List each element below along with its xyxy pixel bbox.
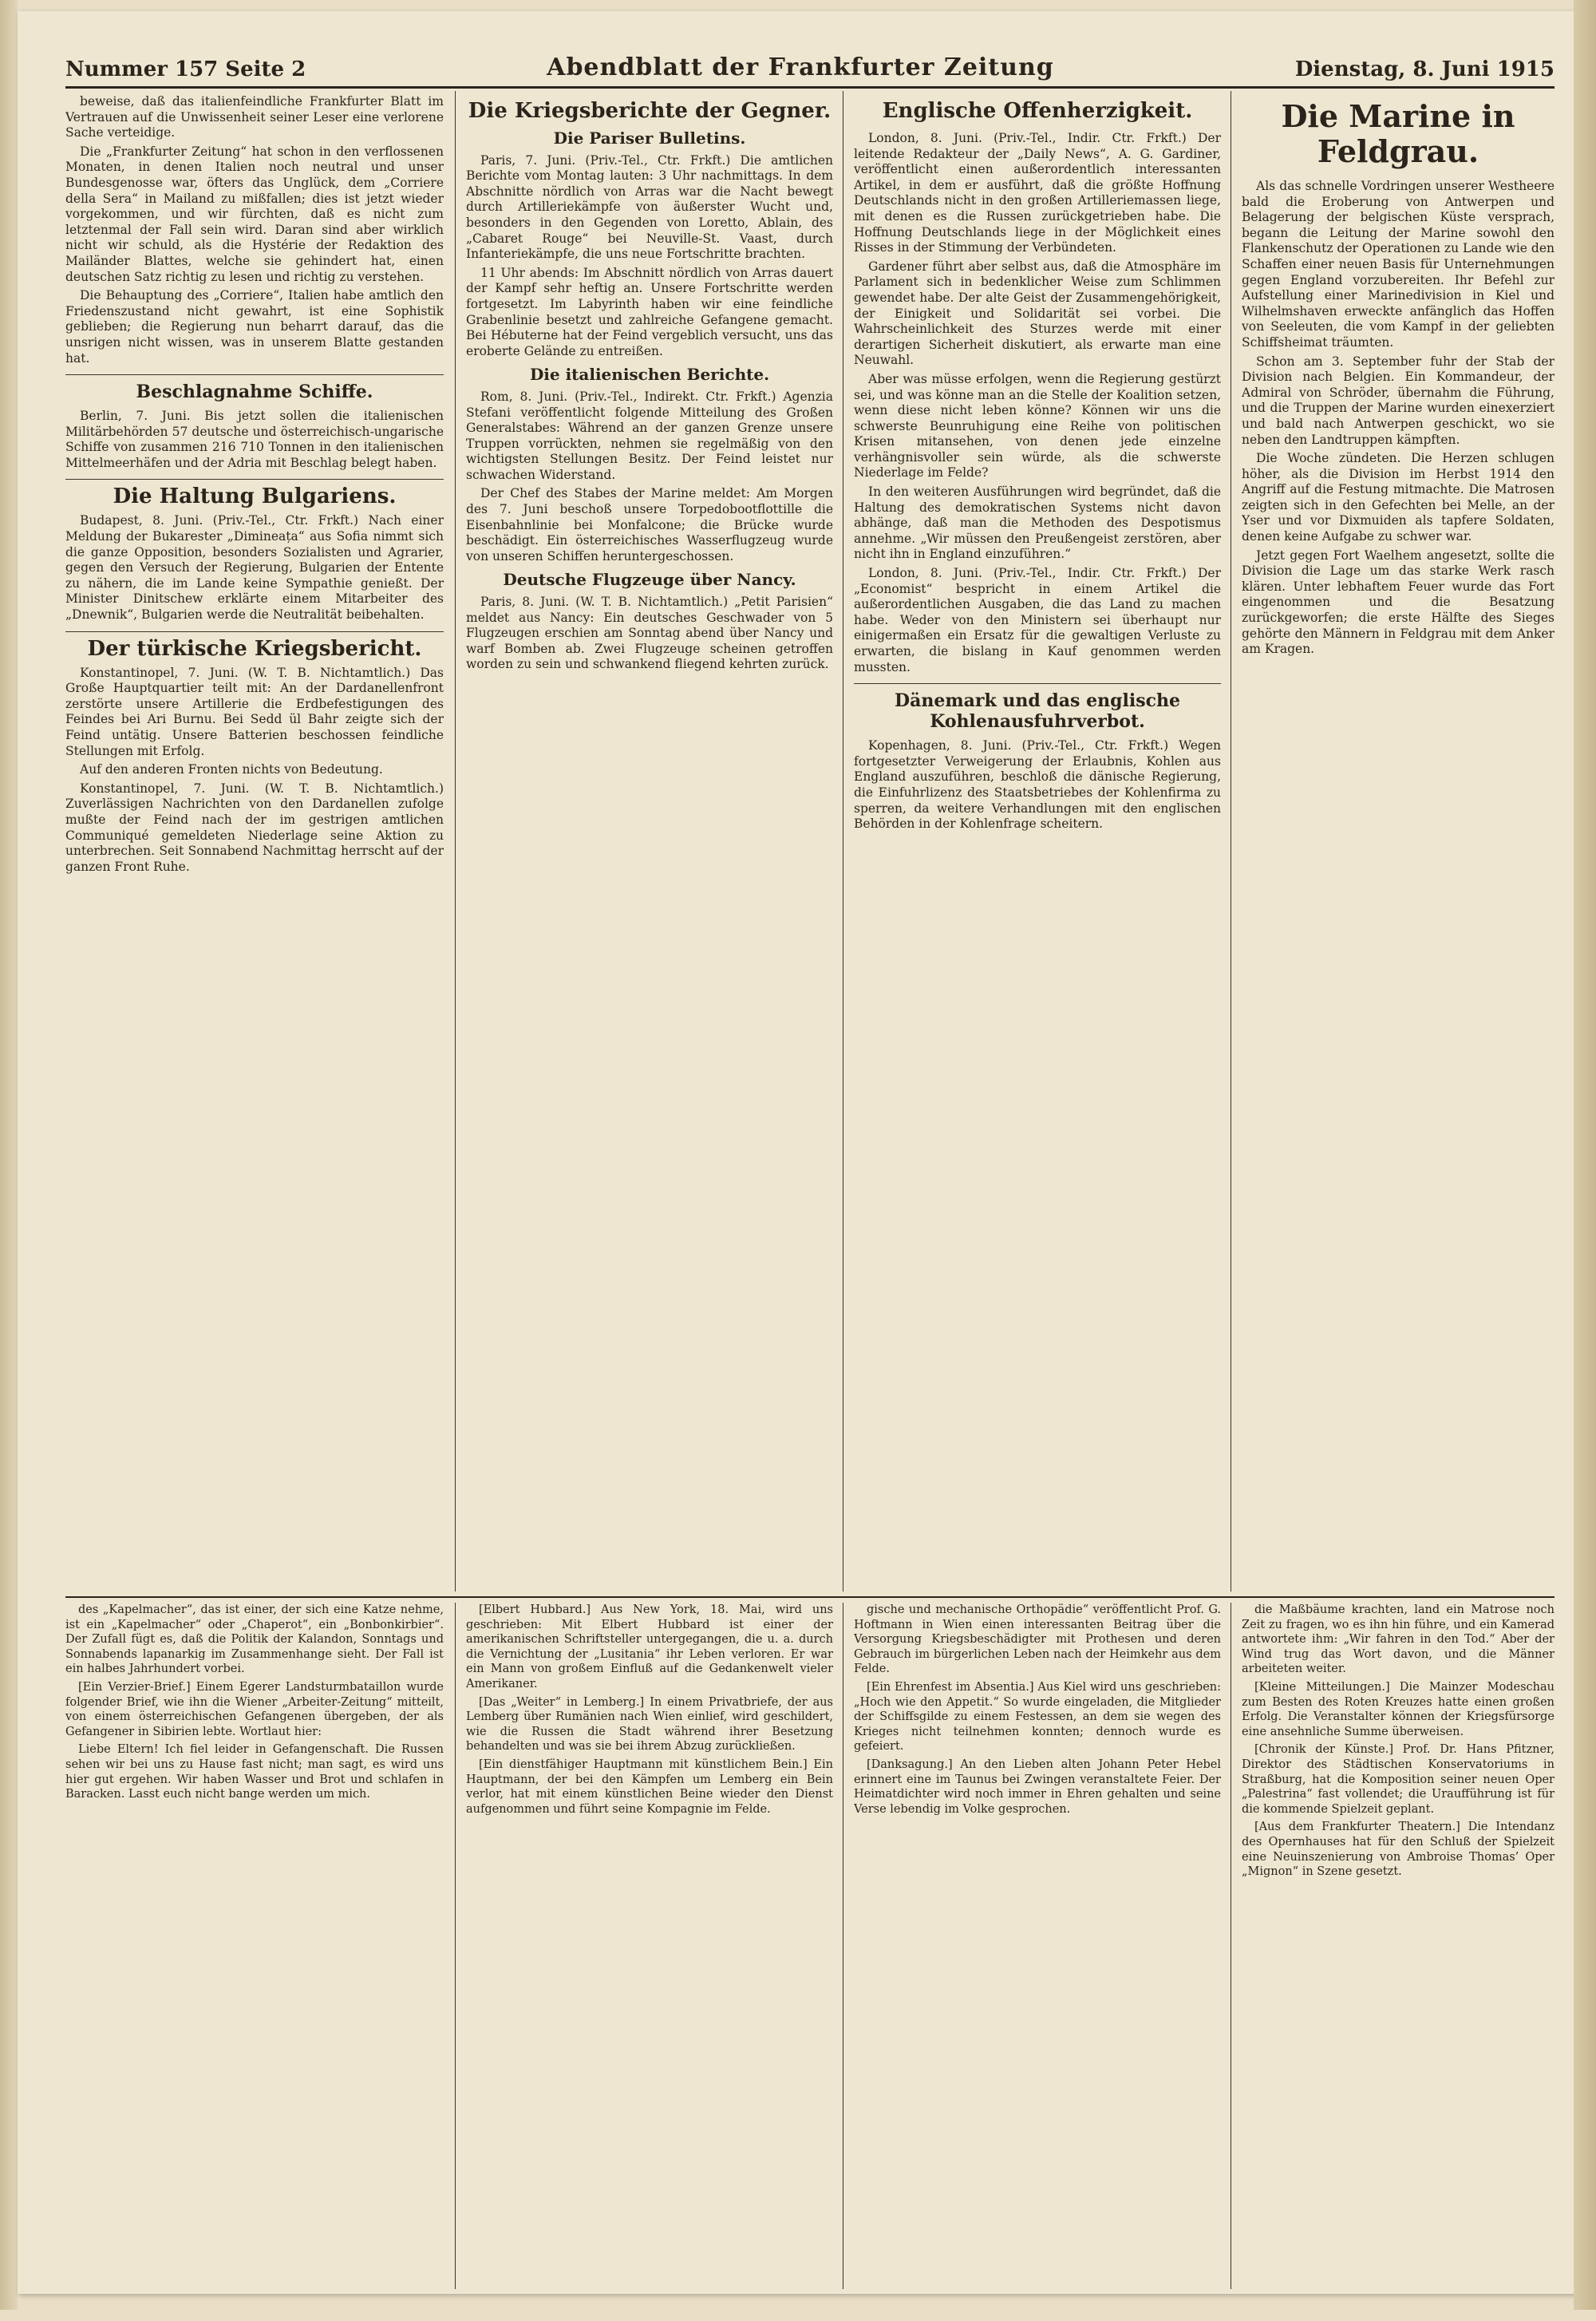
feuilleton-column-2 [466, 1603, 833, 2289]
paragraph: Konstantinopel, 7. Juni. (W. T. B. Nichtamtlich.) Zuverlässigen Nachrichten von den Dardanellen zufolge mußte der Feind nach der im gestrigen amtlichen Communiqué gemeldeten Niederlage seine Aktion zu unterbrechen. Seit Sonnabend Nachmittag herrscht auf der ganzen Front Ruhe. [65, 781, 444, 874]
column-rule [455, 91, 456, 1591]
article-subheading: Deutsche Flugzeuge über Nancy. [503, 570, 796, 590]
section-heading: Die Haltung Bulgariens. [65, 479, 444, 507]
paragraph: [Ein Verzier-Brief.] Einem Egerer Landsturmbataillon wurde folgender Brief, wie ihn die Wiener „Arbeiter-Zeitung“ mitteilt, von einem österreichischen Gefangenen übergeben, der als Gefangener in Sibirien lebte. Wortlaut hier: [65, 1680, 444, 1738]
page-edge [1574, 0, 1596, 2310]
paragraph: [Das „Weiter“ in Lemberg.] In einem Privatbriefe, der aus Lemberg über Rumänien nach Wien einlief, wird geschildert, wie die Russen die Stadt während ihrer Besetzung behandelten und was sie bei ihrem Abzug zurückließen. [466, 1695, 833, 1754]
paragraph: die Maßbäume krachten, land ein Matrose noch Zeit zu fragen, wo es ihn hin führe, und ein Kamerad antwortete ihm: „Wir fahren in den Tod.“ Aber der Wind trug das Wort davon, und die Männer arbeiteten weiter. [1242, 1603, 1555, 1676]
feuilleton-column-3 [854, 1603, 1221, 2289]
paragraph: In den weiteren Ausführungen wird begründet, daß die Haltung des demokratischen Systems nicht davon abhänge, daß man die Methoden des Despotismus annehme. „Wir müssen den Preußengeist zerstören, aber nicht ihn in England einzuführen.“ [854, 484, 1221, 562]
section-heading: Beschlagnahme Schiffe. [65, 374, 444, 402]
column-2 [466, 94, 833, 1595]
article-subheading: Die Pariser Bulletins. [553, 129, 746, 148]
paragraph: Der Chef des Stabes der Marine meldet: Am Morgen des 7. Juni beschoß unsere Torpedobootflottille die Eisenbahnlinie bei Monfalcone; die Brücke wurde beschädigt. Ein österreichisches Wasserflugzeug wurde von unseren Schiffen heruntergeschossen. [466, 486, 833, 563]
paragraph: Paris, 8. Juni. (W. T. B. Nichtamtlich.) „Petit Parisien“ meldet aus Nancy: Ein deutsches Geschwader von 5 Flugzeugen erschien am Sonntag abend über Nancy und warf Bomben ab. Zwei Flugzeuge scheinen getroffen worden zu sein und schwankend fliegend kehrten zurück. [466, 595, 833, 672]
paragraph: Paris, 7. Juni. (Priv.-Tel., Ctr. Frkft.) Die amtlichen Berichte vom Montag lauten: 3 Uhr nachmittags. In dem Abschnitte nördlich von Arras war die Nacht bewegt durch Artilleriekämpfe von äußerster Wucht und, besonders in den Gegenden von Loretto, Ablain, des „Cabaret Rouge“ bei Neuville-St. Vaast, durch Infanteriekämpfe, die uns neue Fortschritte brachten. [466, 152, 833, 262]
paragraph: Auf den anderen Fronten nichts von Bedeutung. [80, 762, 383, 777]
paragraph: Kopenhagen, 8. Juni. (Priv.-Tel., Ctr. Frkft.) Wegen fortgesetzter Verweigerung der Erlaubnis, Kohlen aus England auszuführen, beschloß die dänische Regierung, die Einfuhrlizenz des Staatsbetriebes der Kohlenfirma zu sperren, da weitere Verhandlungen mit den englischen Behörden in der Kohlenfrage scheitern. [854, 738, 1221, 832]
paragraph: Gardener führt aber selbst aus, daß die Atmosphäre im Parlament sich in bedenklicher Weise zum Schlimmen gewendet habe. Der alte Geist der Zusammengehörigkeit, der Einigkeit und Solidarität sei vorbei. Die Wahrscheinlichkeit des Sturzes werde mit einer derartigen Sicherheit diskutiert, als erwarte man eine Neuwahl. [854, 259, 1221, 368]
feuilleton-column-4 [1242, 1603, 1555, 2289]
column-rule [455, 1603, 456, 2289]
paragraph: [Ein Ehrenfest im Absentia.] Aus Kiel wird uns geschrieben: „Hoch wie den Appetit.“ So wurde eingeladen, die Mitglieder der Schiffsgilde zu einem Festessen, an dem sie wegen des Krieges nicht teilnehmen konnten; dennoch wurde es gefeiert. [854, 1680, 1221, 1754]
paragraph: [Kleine Mitteilungen.] Die Mainzer Modeschau zum Besten des Roten Kreuzes hatte einen großen Erfolg. Die Veranstalter können der Kriegsfürsorge eine ansehnliche Summe überweisen. [1242, 1680, 1555, 1738]
paragraph: Die Behauptung des „Corriere“, Italien habe amtlich den Friedenszustand nicht gewahrt, ist eine Sophistik geblieben; die Regierung nun beharrt darauf, das die unsrigen nicht wissen, was in unserem Blatte gestanden hat. [65, 288, 444, 366]
paragraph: [Danksagung.] An den Lieben alten Johann Peter Hebel erinnert eine im Taunus bei Zwingen veranstaltete Feier. Der Heimatdichter wird noch immer in Ehren gehalten und seine Verse lebendig im Volke gesprochen. [854, 1758, 1221, 1816]
column-4 [1242, 94, 1555, 1595]
section-heading: Der türkische Kriegsbericht. [65, 631, 444, 659]
section-heading: Dänemark und das englische Kohlenausfuhrverbot. [854, 683, 1221, 732]
issue-date: Dienstag, 8. Juni 1915 [1294, 57, 1555, 81]
paragraph: Berlin, 7. Juni. Bis jetzt sollen die italienischen Militärbehörden 57 deutsche und österreichisch-ungarische Schiffe von zusammen 216 710 Tonnen in den italienischen Mittelmeerhäfen und der Adria mit Beschlag belegt haben. [65, 409, 444, 470]
paragraph: London, 8. Juni. (Priv.-Tel., Indir. Ctr. Frkft.) Der leitende Redakteur der „Daily News“, A. G. Gardiner, veröffentlicht einen außerordentlich interessanten Artikel, in dem er ausführt, daß die größte Hoffnung Deutschlands nicht in den großen Artilleriemassen liege, mit denen es die Russen zurückgetrieben habe. Die Hoffnung Deutschlands liege in der Möglichkeit eines Risses in der Stimmung der Verbündeten. [854, 131, 1221, 255]
column-3 [854, 94, 1221, 1595]
issue-number: Nummer 157 Seite 2 [65, 57, 306, 81]
paragraph: Jetzt gegen Fort Waelhem angesetzt, sollte die Division die Lage um das starke Werk rasch klären. Unter lebhaftem Feuer wurde das Fort eingenommen und die Besatzung zurückgeworfen; die erste Hälfte des Sieges gehörte den Männern in Feldgrau mit dem Anker am Kragen. [1242, 548, 1555, 657]
article-headline: Die Marine in Feldgrau. [1281, 98, 1515, 169]
paragraph: [Ein dienstfähiger Hauptmann mit künstlichem Bein.] Ein Hauptmann, der bei den Kämpfen um Lemberg ein Bein verlor, hat mit einem künstlichen Beine wieder den Dienst aufgenommen und führt seine Kompagnie im Felde. [466, 1758, 833, 1816]
paragraph: des „Kapelmacher“, das ist einer, der sich eine Katze nehme, ist ein „Kapelmacher“ oder „Chaperot“, ein „Bonbonkirbier“. Der Zufall fügt es, daß die Politik der Kalandon, Sonntags und Sonnabends lapanarkig im Zusammenhange sieht. Der Fall ist ein halbes Jahrhundert vorbei. [65, 1603, 444, 1676]
paragraph: [Chronik der Künste.] Prof. Dr. Hans Pfitzner, Direktor des Städtischen Konservatoriums in Straßburg, hat die Komposition seiner neuen Oper „Palestrina“ fast vollendet; die Uraufführung ist für die kommende Spielzeit geplant. [1242, 1743, 1555, 1816]
paragraph: Budapest, 8. Juni. (Priv.-Tel., Ctr. Frkft.) Nach einer Meldung der Bukarester „Dimineața“ aus Sofia nimmt sich die ganze Opposition, besonders Sozialisten und Agrarier, gegen den Versuch der Regierung, Bulgarien der Entente zu nähern, die im Lande keine Sympathie genießt. Der Minister Dinitschew erklärte einem Mitarbeiter des „Dnewnik“, Bulgarien werde die Neutralität beibehalten. [65, 513, 444, 623]
paragraph: beweise, daß das italienfeindliche Frankfurter Blatt im Vertrauen auf die Unwissenheit seiner Leser eine verlorene Sache verteidige. [65, 94, 444, 140]
newspaper-page [18, 11, 1578, 2294]
article-subheading: Die italienischen Berichte. [529, 365, 770, 385]
paragraph: [Aus dem Frankfurter Theatern.] Die Intendanz des Opernhauses hat für den Schluß der Spielzeit eine Neuinszenierung von Ambroise Thomas’ Oper „Mignon“ in Szene gesetzt. [1242, 1821, 1555, 1879]
column-1 [65, 94, 444, 1595]
letter-text: Liebe Eltern! Ich fiel leider in Gefangenschaft. Die Russen sehen wir bei uns zu Hause fast nicht; man sagt, es wird uns hier gut ergehen. Wir haben Wasser und Brot und schlafen in Baracken. Lasst euch nicht bange werden um mich. [65, 1743, 444, 1801]
paragraph: Die Woche zündeten. Die Herzen schlugen höher, als die Division im Herbst 1914 den Angriff auf die Festung mitmachte. Die Matrosen zeigten sich in den Gefechten bei Melle, an der Yser und vor Dixmuiden als tapfere Soldaten, denen keine Aufgabe zu schwer war. [1242, 451, 1555, 544]
article-headline: Englische Offenherzigkeit. [882, 99, 1193, 123]
paragraph: Als das schnelle Vordringen unserer Westheere bald die Eroberung von Antwerpen und Belagerung der belgischen Küste versprach, begann die Leitung der Marine sowohl den Flankenschutz der Operationen zu Lande wie den Schaffen einer neuen Basis für Unternehmungen gegen England vorzubereiten. Ihr Befehl zur Aufstellung einer Marinedivision in Kiel und Wilhelmshaven erweckte anfänglich das Hoffen von Seeleuten, die vom Kampf in der geliebten Schiffsheimat träumten. [1242, 179, 1555, 350]
feuilleton-rule [65, 1596, 1555, 1598]
paragraph: gische und mechanische Orthopädie“ veröffentlicht Prof. G. Hoftmann in Wien einen interessanten Beitrag über die Versorgung Kriegsbeschädigter mit Prothesen und deren Gebrauch im bürgerlichen Leben nach der Heimkehr aus dem Felde. [854, 1603, 1221, 1676]
article-headline: Die Kriegsberichte der Gegner. [468, 99, 832, 123]
paragraph: 11 Uhr abends: Im Abschnitt nördlich von Arras dauert der Kampf sehr heftig an. Unsere Fortschritte werden fortgesetzt. Im Labyrinth haben wir eine feindliche Grabenlinie besetzt und zahlreiche Gefangene gemacht. Bei Hébuterne hat der Feind vergeblich versucht, uns das eroberte Gelände zu entreißen. [466, 265, 833, 358]
paragraph: Aber was müsse erfolgen, wenn die Regierung gestürzt sei, und was könne man an die Stelle der Koalition setzen, wenn diese nicht leben könne? Können wir uns die schwerste Beunruhigung eine Reihe von politischen Krisen mitansehen, von denen jede einzelne verhängnisvoller sein würde, als die schwerste Niederlage im Felde? [854, 371, 1221, 480]
paragraph: London, 8. Juni. (Priv.-Tel., Indir. Ctr. Frkft.) Der „Economist“ bespricht in einem Artikel die außerordentlichen Ausgaben, die das Land zu machen habe. Weder von den Ministern sei überhaupt nur einigermaßen ein Ersatz für die gewaltigen Verluste zu erwarten, die bislang in Kauf genommen werden mussten. [854, 566, 1221, 674]
paper-title: Abendblatt der Frankfurter Zeitung [547, 53, 1054, 81]
feuilleton-column-1 [65, 1603, 444, 2289]
paragraph: [Elbert Hubbard.] Aus New York, 18. Mai, wird uns geschrieben: Mit Elbert Hubbard ist einer der amerikanischen Schriftsteller untergegangen, die u. a. durch die Vernichtung der „Lusitania“ ihr Leben verloren. Er war ein Mann von großem Einfluß auf die Gedankenwelt vieler Amerikaner. [466, 1603, 833, 1690]
masthead [65, 54, 1555, 89]
paragraph: Schon am 3. September fuhr der Stab der Division nach Belgien. Ein Kommandeur, der Admiral von Schröder, übernahm die Führung, und die Truppen der Marine wurden einexerziert und bald nach Antwerpen geschickt, wo sie neben den Landtruppen kämpften. [1242, 354, 1555, 447]
paragraph: Die „Frankfurter Zeitung“ hat schon in den verflossenen Monaten, in denen Italien noch neutral und unser Bundesgenosse war, öfters das Unglück, dem „Corriere della Sera“ in Mailand zu mißfallen; dies ist jetzt wieder vorgekommen, und wir fürchten, daß es nicht zum letztenmal der Fall sein wird. Daran sind aber wirklich nicht wir schuld, als die Hystérie der Redaktion des Mailänder Blattes, welche sie gehindert hat, einen deutschen Satz richtig zu lesen und richtig zu verstehen. [65, 144, 444, 284]
paragraph: Konstantinopel, 7. Juni. (W. T. B. Nichtamtlich.) Das Große Hauptquartier teilt mit: An der Dardanellenfront zerstörte unsere Artillerie die Erdbefestigungen des Feindes bei Ari Burnu. Bei Sedd ül Bahr zeigte sich der Feind untätig. Unsere Batterien beschossen feindliche Stellungen mit Erfolg. [65, 665, 444, 758]
binding-gutter [0, 0, 18, 2310]
paragraph: Rom, 8. Juni. (Priv.-Tel., Indirekt. Ctr. Frkft.) Agenzia Stefani veröffentlicht folgende Mitteilung des Großen Generalstabes: Während an der ganzen Grenze unsere Truppen vorrückten, nehmen sie regelmäßig von den wichtigsten Stellungen Besitz. Der Feind leistet nur schwachen Widerstand. [466, 389, 833, 482]
